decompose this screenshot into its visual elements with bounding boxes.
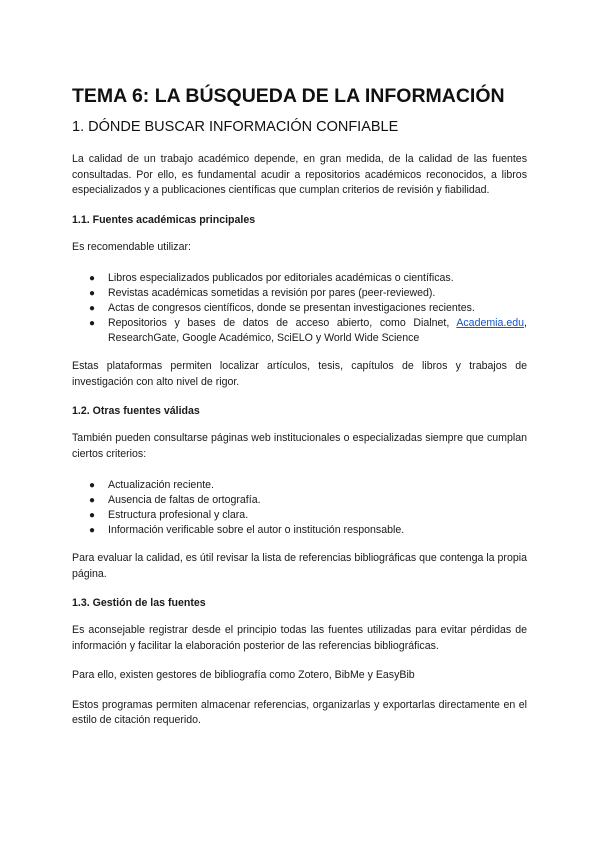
list-item-text: Revistas académicas sometidas a revisión por pares (peer-reviewed).: [108, 287, 436, 299]
bullet-icon: ●: [89, 480, 96, 491]
subsection-title-1-3: 1.3. Gestión de las fuentes: [72, 597, 206, 609]
bullet-icon: ●: [89, 273, 96, 284]
academia-edu-link[interactable]: Academia.edu: [456, 317, 525, 329]
list-item-text: Estructura profesional y clara.: [108, 509, 249, 521]
bullet-icon: ●: [89, 495, 96, 506]
bullet-icon: ●: [89, 318, 96, 329]
criteria-list: [72, 478, 527, 538]
list-item-text-before-link: Repositorios y bases de datos de acceso abierto, como Dialnet,: [108, 317, 457, 329]
subsection-closing-1-2: Para evaluar la calidad, es útil revisar la lista de referencias bibliográficas que contenga la propia página.: [72, 552, 527, 580]
list-item: [72, 508, 527, 523]
list-item-text: Libros especializados publicados por editoriales académicas o científicas.: [108, 272, 454, 284]
list-item-text: Ausencia de faltas de ortografía.: [108, 494, 261, 506]
sources-list: [72, 271, 527, 346]
bullet-icon: ●: [89, 303, 96, 314]
list-item: [72, 523, 527, 538]
subsection-paragraph-1-3-a: Es aconsejable registrar desde el principio todas las fuentes utilizadas para evitar pérdidas de información y facilitar la elaboración posterior de las referencias bibliográficas.: [72, 624, 527, 652]
bullet-icon: ●: [89, 525, 96, 536]
document-title: TEMA 6: LA BÚSQUEDA DE LA INFORMACIÓN: [72, 85, 505, 107]
list-item: [72, 478, 527, 493]
subsection-lead-1-2: También pueden consultarse páginas web institucionales o especializadas siempre que cumplan ciertos criterios:: [72, 432, 527, 460]
list-item-text: Actas de congresos científicos, donde se presentan investigaciones recientes.: [108, 302, 475, 314]
subsection-paragraph-1-3-b: Para ello, existen gestores de bibliografía como Zotero, BibMe y EasyBib: [72, 669, 415, 681]
subsection-paragraph-1-3-c: Estos programas permiten almacenar referencias, organizarlas y exportarlas directamente en el estilo de citación requerido.: [72, 698, 527, 726]
bullet-icon: ●: [89, 288, 96, 299]
subsection-title-1-1: 1.1. Fuentes académicas principales: [72, 213, 256, 226]
section-title: 1. DÓNDE BUSCAR INFORMACIÓN CONFIABLE: [72, 119, 399, 135]
bullet-icon: ●: [89, 510, 96, 521]
list-item: [72, 301, 527, 316]
subsection-lead-1-1: Es recomendable utilizar:: [72, 240, 191, 253]
list-item-text-after-link: , ResearchGate, Google Académico, SciELO y World Wide Science: [108, 317, 527, 344]
list-item: [72, 316, 527, 346]
document-page: [72, 84, 527, 743]
subsection-title-1-2: 1.2. Otras fuentes válidas: [72, 405, 200, 417]
subsection-closing-1-1: Estas plataformas permiten localizar artículos, tesis, capítulos de libros y trabajos de investigación con alto nivel de rigor.: [72, 360, 527, 388]
list-item: [72, 271, 527, 286]
list-item-text: Actualización reciente.: [108, 479, 214, 491]
intro-paragraph: La calidad de un trabajo académico depende, en gran medida, de la calidad de las fuentes consultadas. Por ello, es fundamental acudir a repositorios académicos reconocidos, a libros especializados y a publicaciones científicas que cumplan criterios de revisión y fiabilidad.: [72, 153, 527, 196]
list-item: [72, 286, 527, 301]
list-item-text: Información verificable sobre el autor o institución responsable.: [108, 524, 405, 536]
list-item: [72, 493, 527, 508]
